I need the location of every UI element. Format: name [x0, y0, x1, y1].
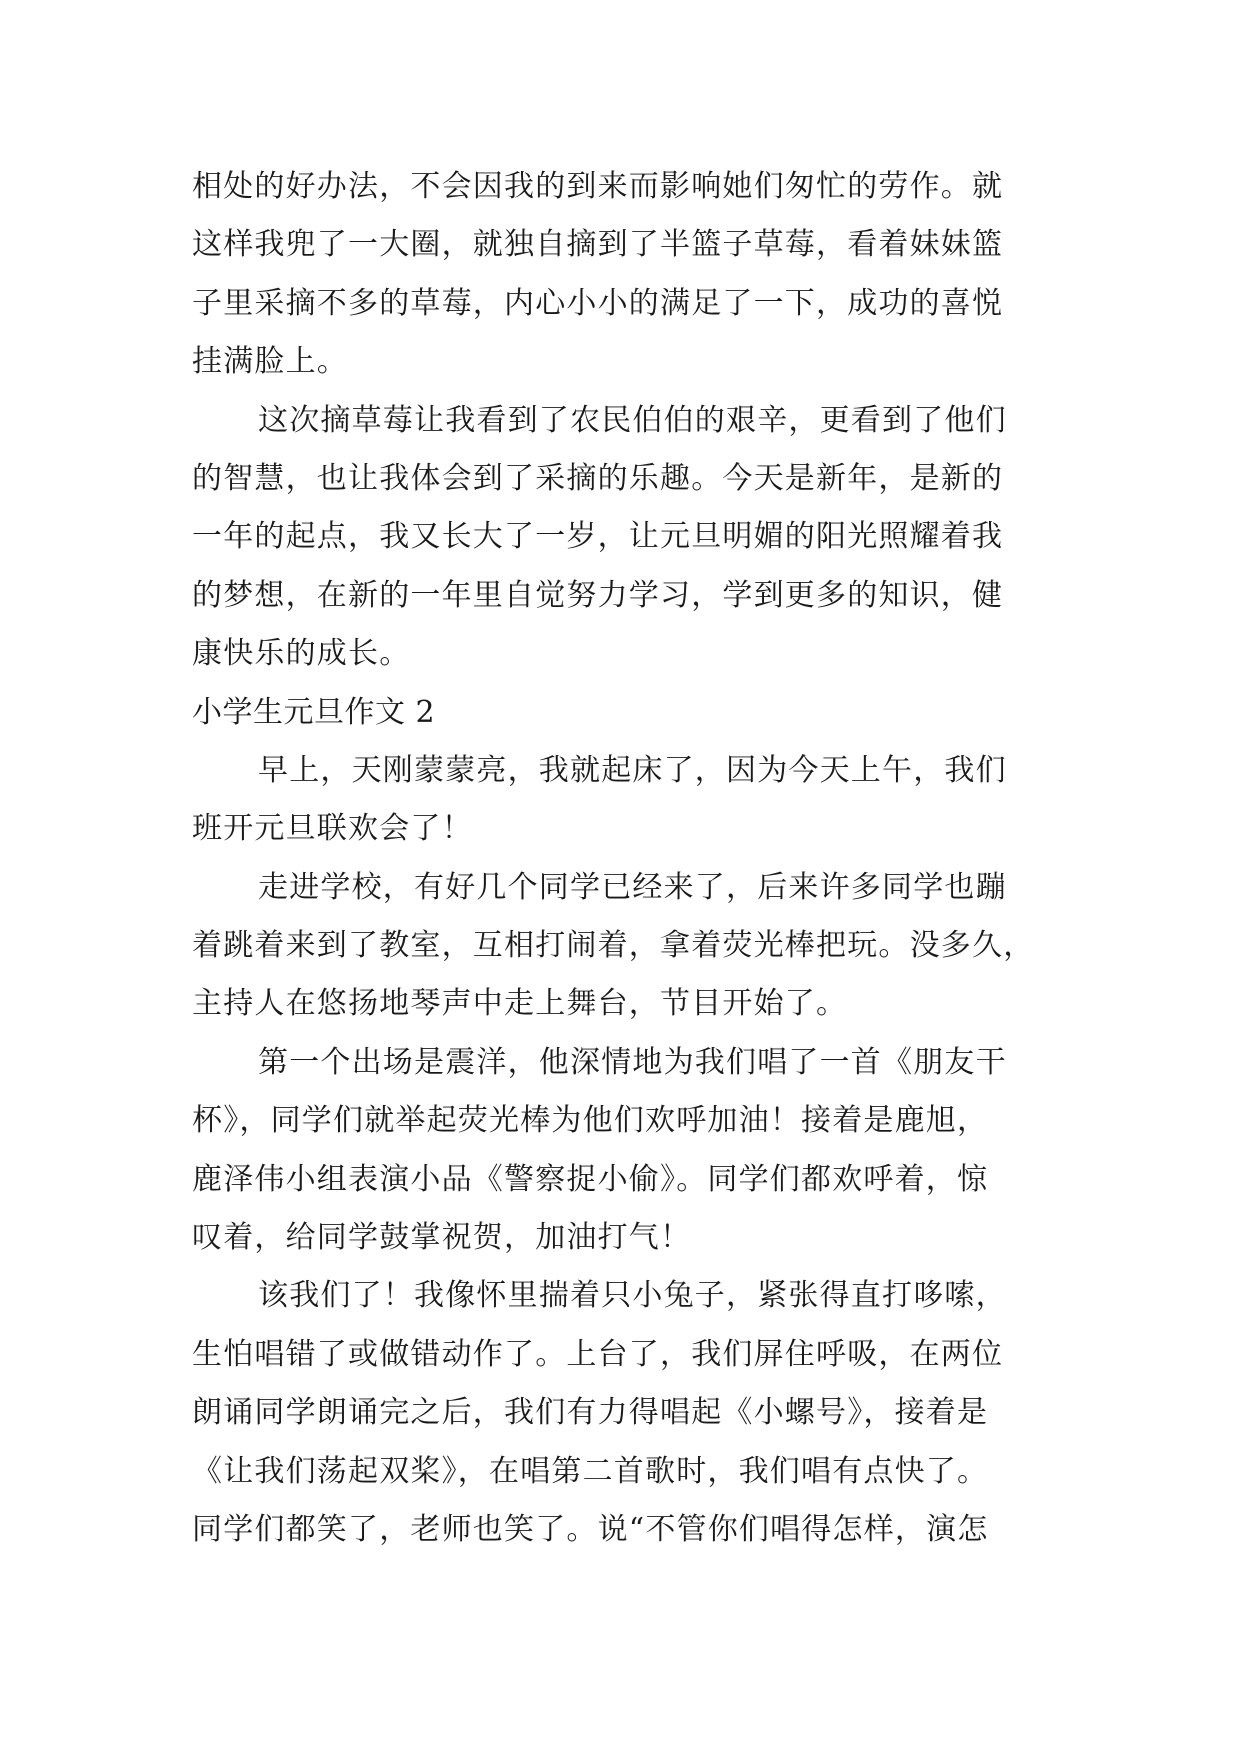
text-line: 的梦想，在新的一年里自觉努力学习，学到更多的知识，健: [192, 577, 1004, 613]
text-line: 一年的起点，我又长大了一岁，让元旦明媚的阳光照耀着我: [192, 519, 1004, 555]
paragraph-start-line: 该我们了！我像怀里揣着只小兔子，紧张得直打哆嗦，: [258, 1278, 1007, 1314]
text-line: 生怕唱错了或做错动作了。上台了，我们屏住呼吸，在两位: [192, 1336, 1004, 1372]
text-line: 子里采摘不多的草莓，内心小小的满足了一下，成功的喜悦: [192, 285, 1004, 321]
text-line: 主持人在悠扬地琴声中走上舞台，节目开始了。: [192, 986, 848, 1022]
text-line: 鹿泽伟小组表演小品《警察捉小偷》。同学们都欢呼着，惊: [192, 1161, 989, 1197]
text-line: 相处的好办法，不会因我的到来而影响她们匆忙的劳作。就: [192, 169, 1004, 204]
text-line: 班开元旦联欢会了！: [192, 811, 473, 847]
document-body: [192, 158, 1062, 1559]
paragraph-start-line: 第一个出场是震洋，他深情地为我们唱了一首《朋友干: [258, 1044, 1007, 1080]
section-heading: 小学生元旦作文 2: [192, 694, 436, 730]
paragraph-start-line: 走进学校，有好几个同学已经来了，后来许多同学也蹦: [258, 869, 1007, 905]
text-line: 《让我们荡起双桨》，在唱第二首歌时，我们唱有点快了。: [192, 1453, 989, 1489]
text-line: 康快乐的成长。: [192, 636, 411, 672]
text-line: 朗诵同学朗诵完之后，我们有力得唱起《小螺号》，接着是: [192, 1395, 989, 1431]
text-line: 这样我兜了一大圈，就独自摘到了半篮子草莓，看着妹妹篮: [192, 227, 1004, 263]
text-line: 的智慧，也让我体会到了采摘的乐趣。今天是新年，是新的: [192, 460, 1004, 496]
text-line: 叹着，给同学鼓掌祝贺，加油打气！: [192, 1220, 692, 1256]
text-line: 同学们都笑了，老师也笑了。说“不管你们唱得怎样，演怎: [192, 1511, 989, 1547]
paragraph-start-line: 这次摘草莓让我看到了农民伯伯的艰辛，更看到了他们: [258, 402, 1007, 438]
text-line: 挂满脸上。: [192, 344, 348, 380]
text-line: 着跳着来到了教室，互相打闹着，拿着荧光棒把玩。没多久，: [192, 928, 1035, 964]
paragraph-start-line: 早上，天刚蒙蒙亮，我就起床了，因为今天上午，我们: [258, 752, 1007, 788]
text-line: 杯》，同学们就举起荧光棒为他们欢呼加油！接着是鹿旭，: [192, 1103, 989, 1139]
